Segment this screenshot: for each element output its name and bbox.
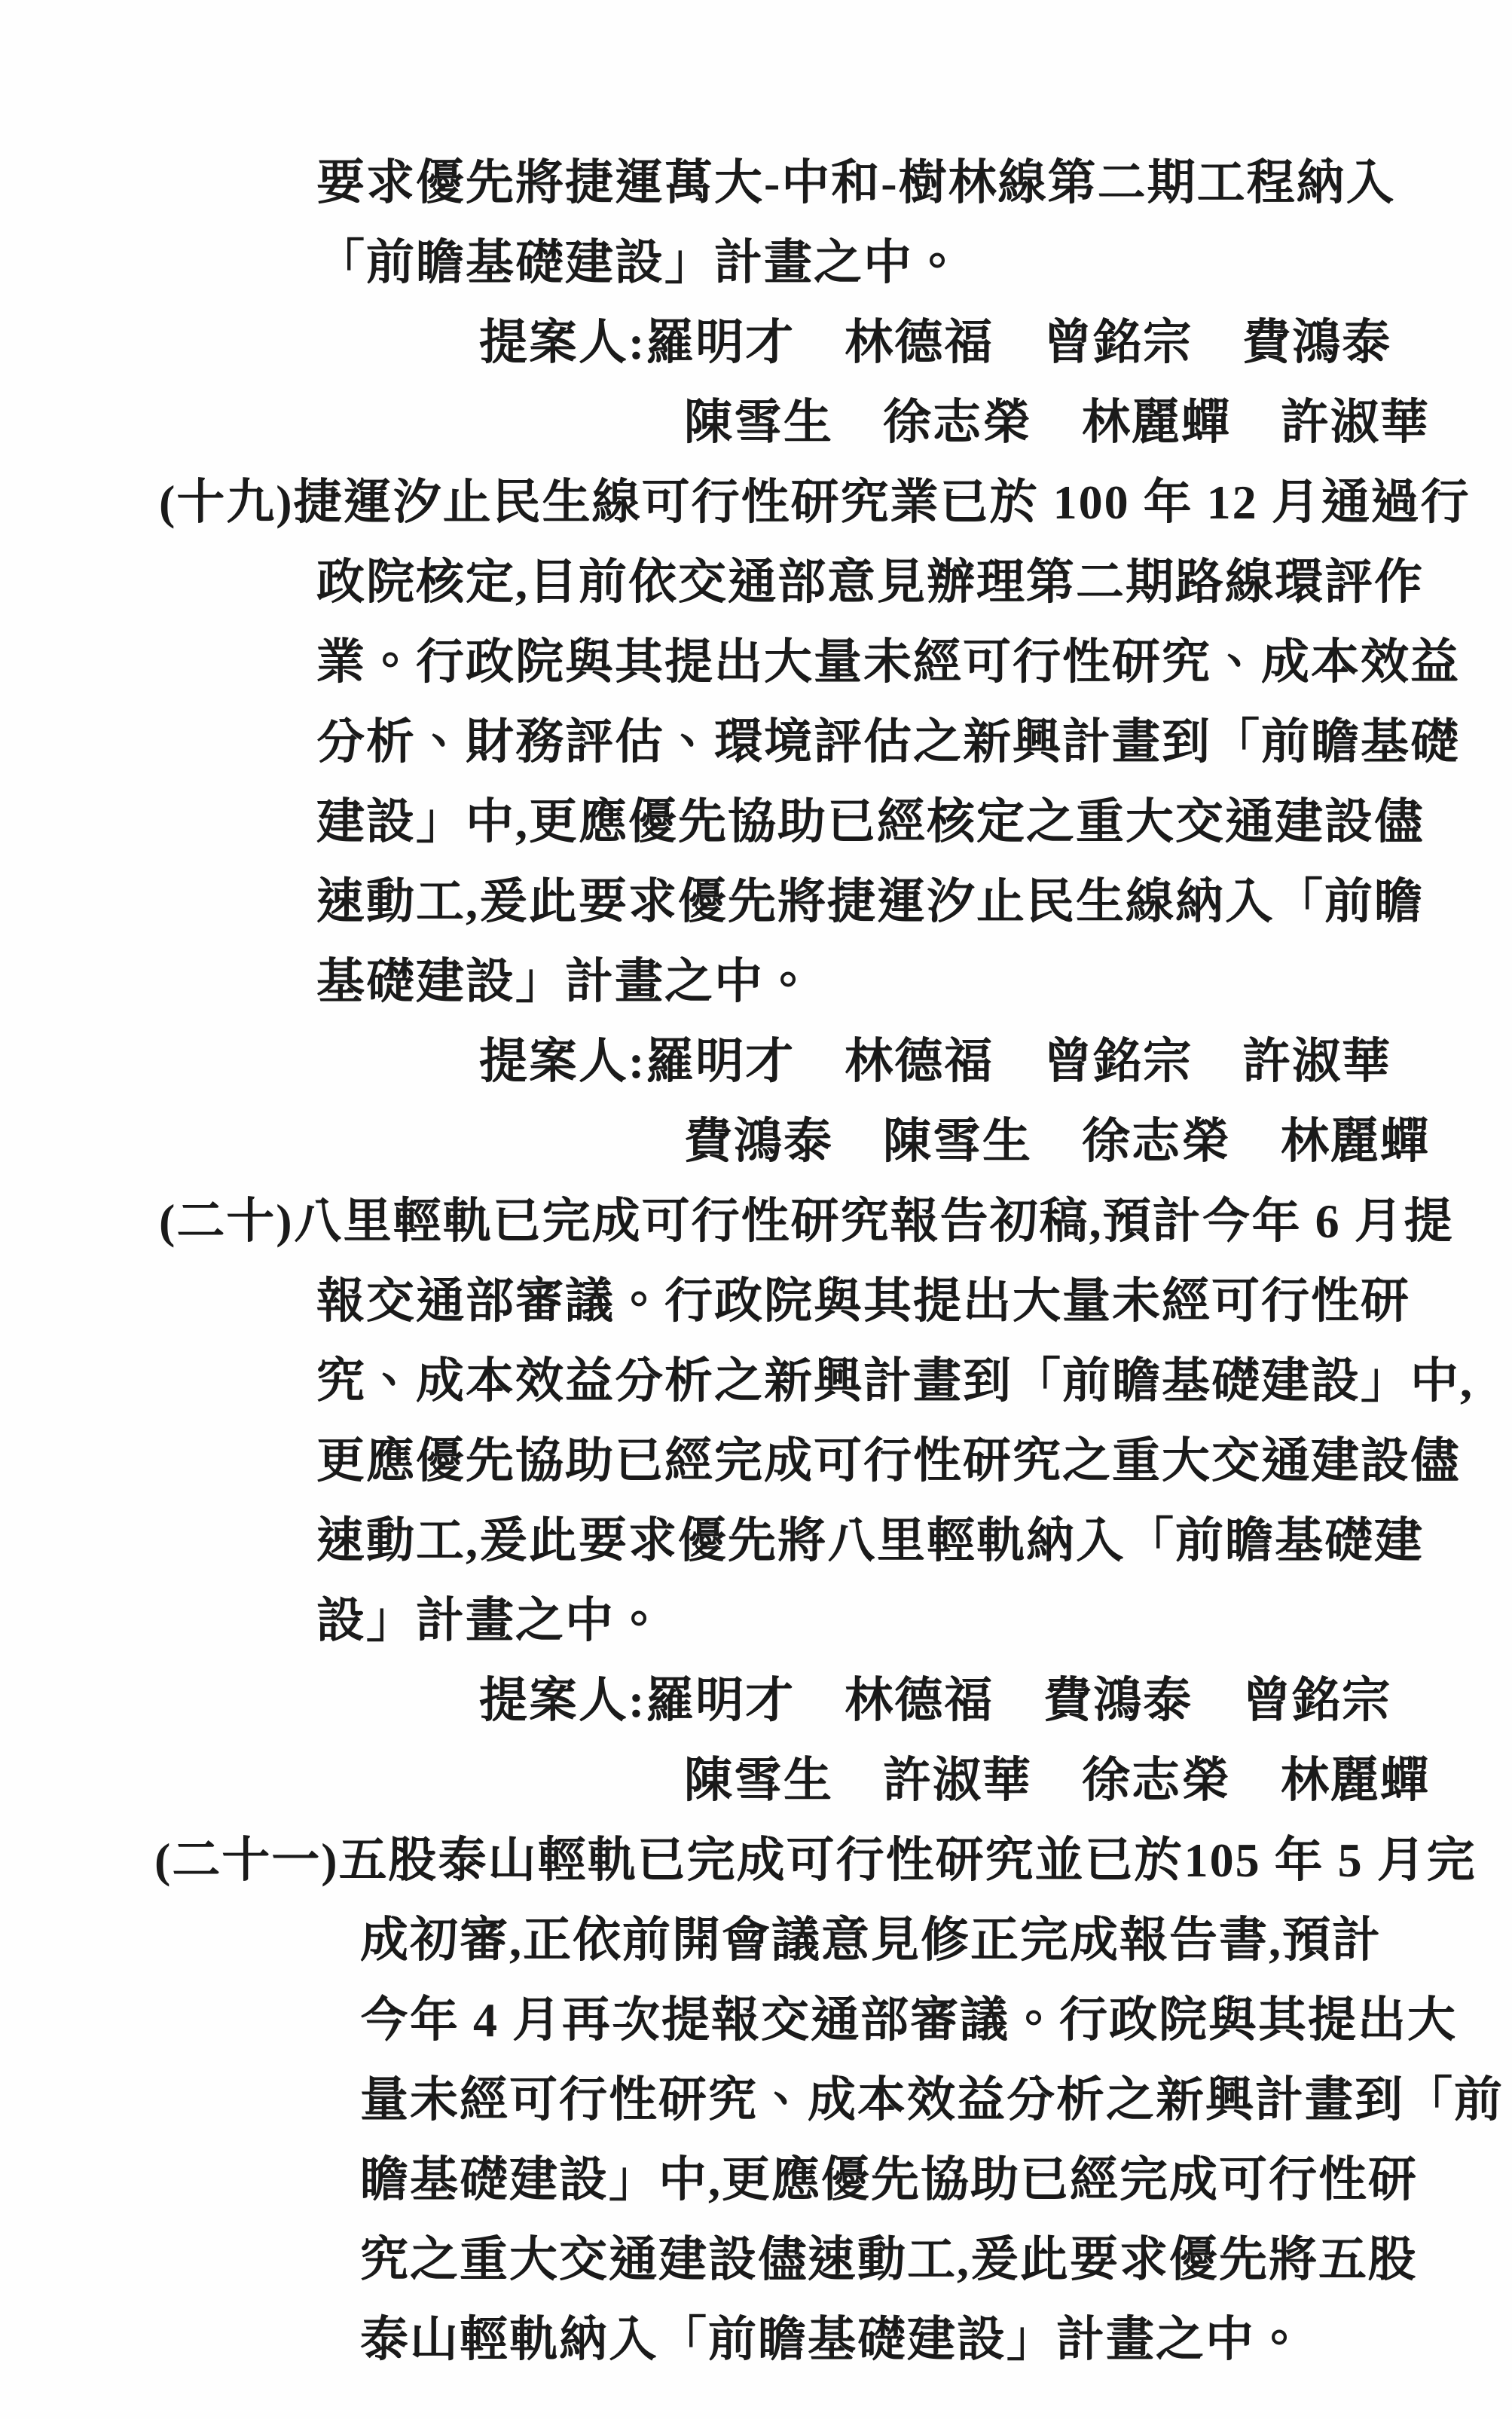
text-line: 「前瞻基礎建設」計畫之中。 — [316, 236, 963, 289]
text-line: 速動工,爰此要求優先將八里輕軌納入「前瞻基礎建 — [316, 1514, 1424, 1567]
text-line: 更應優先協助已經完成可行性研究之重大交通建設儘 — [316, 1434, 1460, 1488]
text-line: 建設」中,更應優先協助已經核定之重大交通建設儘 — [316, 795, 1424, 849]
text-line: 要求優先將捷運萬大-中和-樹林線第二期工程納入 — [316, 156, 1396, 209]
text-line: (二十)八里輕軌已完成可行性研究報告初稿,預計今年 6 月提 — [159, 1194, 1454, 1248]
text-line: 究之重大交通建設儘速動工,爰此要求優先將五股 — [360, 2233, 1418, 2286]
text-line: 基礎建設」計畫之中。 — [316, 955, 814, 1008]
text-line: 費鴻泰 陳雪生 徐志榮 林麗蟬 — [684, 1115, 1430, 1168]
text-line: (二十一)五股泰山輕軌已完成可行性研究並已於105 年 5 月完 — [154, 1833, 1477, 1887]
text-line: 報交通部審議。行政院與其提出大量未經可行性研 — [316, 1274, 1410, 1328]
text-line: 量未經可行性研究、成本效益分析之新興計畫到「前 — [360, 2073, 1504, 2127]
text-line: 業。行政院與其提出大量未經可行性研究、成本效益 — [316, 635, 1460, 689]
text-line: 陳雪生 徐志榮 林麗蟬 許淑華 — [684, 396, 1430, 449]
text-line: 泰山輕軌納入「前瞻基礎建設」計畫之中。 — [360, 2313, 1305, 2366]
text-line: 陳雪生 許淑華 徐志榮 林麗蟬 — [684, 1754, 1430, 1807]
text-line: 速動工,爰此要求優先將捷運汐止民生線納入「前瞻 — [316, 875, 1424, 928]
text-line: 提案人:羅明才 林德福 曾銘宗 許淑華 — [479, 1035, 1392, 1088]
text-line: (十九)捷運汐止民生線可行性研究業已於 100 年 12 月通過行 — [159, 476, 1471, 529]
text-line: 瞻基礎建設」中,更應優先協助已經完成可行性研 — [360, 2153, 1418, 2206]
text-line: 究、成本效益分析之新興計畫到「前瞻基礎建設」中, — [316, 1354, 1474, 1408]
text-line: 政院核定,目前依交通部意見辦理第二期路線環評作 — [316, 555, 1424, 609]
text-line: 提案人:羅明才 林德福 費鴻泰 曾銘宗 — [479, 1674, 1392, 1727]
text-line: 今年 4 月再次提報交通部審議。行政院與其提出大 — [360, 1993, 1457, 2047]
text-line: 設」計畫之中。 — [316, 1594, 664, 1647]
text-line: 分析、財務評估、環境評估之新興計畫到「前瞻基礎 — [316, 715, 1460, 769]
text-line: 成初審,正依前開會議意見修正完成報告書,預計 — [360, 1913, 1382, 1967]
text-line: 提案人:羅明才 林德福 曾銘宗 費鴻泰 — [479, 316, 1392, 369]
